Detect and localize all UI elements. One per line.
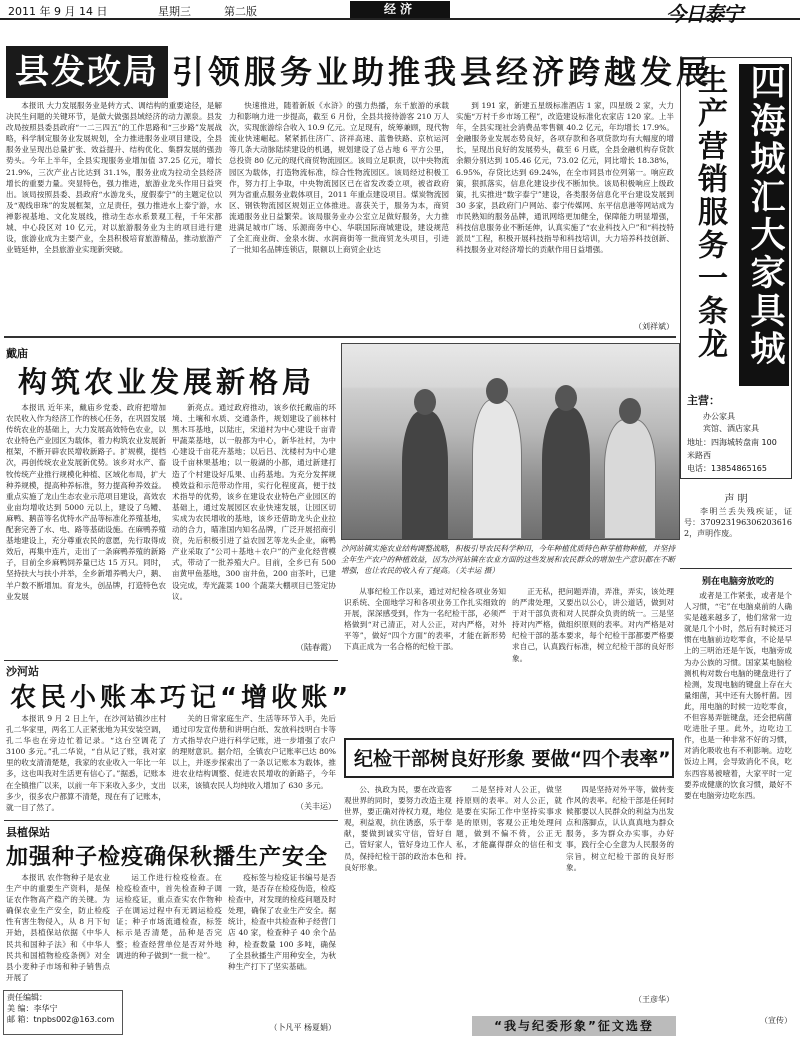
paragraph: 关的日常家庭生产、生活等环节入手，先后通过印发宣传册和讲明白纸、发放科技明白卡等方式指导农户进行科学记账，进一步增强了农户的理财意识。据介绍，全镇农户记账率已达 80%以上，并逐步探索出了一条以记账本为载体，推进农业结构调整、促进农民增收的新路子，今年以来，该镇农民人均纯收入增加了 630 多元。 <box>172 714 336 790</box>
declaration-body <box>684 506 792 564</box>
paragraph: 疫标签与检疫证书编号是否一致，是否存在检疫伪造，检疫检查中，对发现的检疫问题及时处理，确保了农业生产安全。据统计，检查中共检查种子经营门店 40 家，检查种子 40 余个品种，检查数量 100 多吨，确保了全县秋播生产用种安全，为秋种生产打下了坚实基础。 <box>228 873 336 971</box>
email-address: tnpbs002@163.com <box>33 1015 115 1024</box>
paragraph: 四是坚持对外平等，做转变作风的表率。纪检干部是任何时候都要以人民群众的利益为出发点和落脚点，认认真真地为群众服务，多为群众办实事，办好事，践行全心全意为人民服务的宗旨，树立纪检干部的良好形象。 <box>566 785 674 872</box>
paragraph: 运工作进行检疫检查。在检疫检查中，首先检查种子调运检疫证，重点查实农作物种子在调运过程中有无调运检疫证；种子市场流通检查，标签标示是否清楚，品种是否完整；检查经营单位是否对外地调进的种子做到“一批一检”。 <box>116 873 222 960</box>
photo-person <box>472 399 522 539</box>
ad-phone: 电话：13854865165 <box>687 464 767 473</box>
email-label: 邮 箱： <box>7 1015 34 1024</box>
paragraph: 公、执政为民，要在改造客观世界的同时，要努力改造主观世界，要正确对待权力观，地位观，利益观，抗住诱惑，乐于奉献，要做到诚实守信，管好自己，管好家人，管好身边工作人员，保持纪检干部的政治本色和良好形象。 <box>344 785 452 872</box>
paragraph: 本报讯 近年来，戴庙乡党委、政府把增加农民收入作为经济工作的核心任务，在巩固发展传统农业的基础上，大力发展高效特色农业，以农业特色产业园区为载体，着力构筑农业发展新框架，不断开辟农民增收新路子。扩规模，提档次，再创传统农业发展新优势。该乡对水产、畜牧传统产业推行规模化种植、区域化布局，扩大种养规模，提高种养标准，努力提高种养效益。重点实施了龙山生态农业示范项目建设，高效农业亩均增收达到 5000 元以上，建设了乌鳢、麻鸭、鹅苗等名优特水产品等标准化养殖基地，配套完善了水、电、路等基础设施。在麻鸭养殖基地建设上，充分尊重农民的意愿，先行取得成效后，再集中连片，走出了一条麻鸭养殖的新路子，目前全乡麻鸭饲养量已达 15 万只。同时，坚持扶大与扶小并举，全乡新增养鸭大户，鹅、羊户数不断增加。育龙头，创品牌，打造特色农业发展 <box>6 403 166 601</box>
ad-business-line: 宾馆、酒店家具 <box>703 424 759 433</box>
editor-line <box>7 992 119 1003</box>
layout-label: 美 编： <box>7 1004 34 1013</box>
seed-byline: （卜凡平 杨夏娟） <box>269 1023 336 1032</box>
paragraph: 本报讯 9 月 2 日上午，在沙河站镇沙庄村孔二华家里，两名工人正紧张地为其安装空调，孔二华也在旁边忙着记录。“这台空调花了 3100 多元。”孔二华说，“自从记了账，我对家里的收支清清楚楚，我家的农业收入一年比一年多，这也叫我对生活更有信心了。”据悉，记账本在全镇推广以来，以前一年下来收入多少，支出多少，很多农户都算不清楚，现在有了记账本，就一目了然了。 <box>6 714 166 812</box>
furniture-ad <box>680 57 792 479</box>
cadre-byline: （王彦华） <box>634 995 674 1004</box>
editor-label: 责任编辑： <box>7 993 47 1002</box>
cadre-series-tag: “我与纪委形象”征文选登 <box>472 1016 676 1036</box>
agri-col1 <box>6 402 166 657</box>
cadre-col5 <box>566 784 674 990</box>
cadre-col4 <box>456 784 562 1020</box>
section-divider <box>4 660 338 661</box>
section-divider <box>4 820 338 821</box>
lead-story-col2 <box>229 100 449 332</box>
issue-weekday: 星期三 <box>158 5 191 18</box>
paragraph: 本报讯 农作物种子是农业生产中的重要生产资料，是保证农作物高产稳产的关键。为确保农业生产安全，防止检疫性有害生物侵入，从 8 月下旬开始，县植保站依据《中华人民共和国种子法》和《中华人民共和国植物检疫条例》对全县小麦种子市场和种子销售点开展了 <box>6 873 110 982</box>
ad-service-slogan: 生产营销服务一条龙 <box>692 64 727 361</box>
layout-name: 李华宁 <box>33 1004 58 1013</box>
notice-title: 别在电脑旁放吃的 <box>701 577 774 587</box>
cadre-col1 <box>344 586 506 734</box>
ad-business-label: 主营： <box>687 394 720 407</box>
paragraph: 到 191 家，新建五星级标准酒店 1 家，四星级 2 家，大力实施“万村千乡市场工程”，改造建设标准化农家店 120 家。上半年，全县实现社会消费品零售额 40.2 亿元，年均增长 17.9%。金融服务业发展态势良好，各项存款和各项贷款均有大幅度的增长，呈现出良好的发展势头，截至 6 月底，全县金融机构存贷款余额分别达到 105.46 亿元，73.02 亿元，同比增长 18.38%，6.95%，存贷比达到 69.24%，在全市同县市位列第一。响应政策，狠抓落实，信息化建设步伐不断加快。该局积极响应上级政策，扎实推进“数字泰宁”建设，各类服务信息化平台建设发展到 30 多家，县政府门户网站、泰宁传媒网、东平信息港等网站成为市民熟知的服务品牌，通讯网络更加健全，保障能力明显增强，科技信息服务业不断延伸，认真实施了“农业科技入户”和“科技特派员”工程，积极开展科技指导和科技培训，大力培养科技创新、科技服务业对经济增长的贡献作用日益增强。 <box>456 101 674 255</box>
agri-title: 构筑农业发展新格局 <box>18 365 316 399</box>
lead-story-byline: （刘祥斌） <box>634 322 674 331</box>
lead-story-col1 <box>6 100 222 332</box>
photo-person <box>604 419 656 539</box>
section-tab: 经济 <box>350 1 450 18</box>
ledger-byline: （关丰运） <box>296 802 336 811</box>
notice-body <box>684 590 792 1010</box>
masthead-logo: 今日泰宁 <box>666 2 742 26</box>
agri-byline: （陆春霞） <box>296 643 336 652</box>
seed-col2 <box>116 872 222 1032</box>
seed-title: 加强种子检疫确保秋播生产安全 <box>6 845 329 870</box>
agri-col2 <box>172 402 336 642</box>
news-photo <box>341 343 680 540</box>
section-divider <box>4 336 676 338</box>
cadre-col3 <box>344 784 452 1020</box>
ad-address: 地址：四海城转盘南 100 米路西 <box>687 438 777 460</box>
paragraph: 快速推进，随着新版《水浒》的强力热播，东千旅游的承载力和影响力进一步提高，截至 6 月份，全县共接待游客 210 万人次，实现旅游综合收入 10.9 亿元。立足现有，统筹兼顾，现代物流业快速崛起。紧紧抓住济广、济祥高速、蓝鲁铁路、京杭运河等几条大动脉陆续建设的机遇，规划建设了总占地 6 平方公里，总投资 80 亿元的现代商贸物流园区。该局立足职责，以中央物流园区为载体，打造物流标准，综合性物流园区。该局经过积极工作，努力打上争取，中央物流园区已在省发改委立项，被省政府列为省重点服务业载体项目，2011 年重点建设项目。煤炭物流园区、钢铁物流园区规划正立体推进。喜获关于，服务为本，商贸流通服务业日益繁荣。该局服务业办公室立足做好服务，大力推进满足城市广场、乐源商务中心、华联国际商城建设，建设规范了全汇商业街、金泉水街、水润商街等一批商贸龙头项目，引进了一批知名品牌连锁店，限额以上商贸企业达 <box>229 101 449 255</box>
agri-kicker: 戴庙 <box>6 347 28 360</box>
ledger-title: 农民小账本巧记“增收账” <box>10 683 353 713</box>
side-divider <box>680 568 792 569</box>
email-line <box>7 1014 119 1025</box>
lead-story-label: 县发改局 <box>6 46 168 98</box>
paragraph: 或者是工作紧张，或者是个人习惯，“宅”在电脑桌前的人确实是越来越多了，他们常常一边就是几个小时，然后有时候还习惯在电脑前边吃零食，不论是早上的三明治还是午饭，电脑旁成为办公族的习惯。国家某电脑检测机构对数台电脑的键盘进行了检测，发现电脑的键盘上存在大量细菌，其中还有大肠杆菌。因此，用电脑的时候一边吃零食，不但容易弄脏键盘，还会把病菌吃进肚子里。此外，边吃边工作，也是一种非常不好的习惯，对消化吸收也有不利影响。边吃饭边上网，会导致消化不良，吃东西容易被噎着，大家平时一定要养成健康的饮食习惯，最好不要在电脑旁边吃东西。 <box>684 591 792 800</box>
photo-person <box>542 407 590 539</box>
paragraph: 从事纪检工作以来，通过对纪检各项业务知识系统、全面地学习和各项业务工作扎实细致的开展，深深感受到，作为一名纪检干部，必须严格做到“对己清正，对人公正，对内严格，对外平等”，做好“四个方面”的表率，才能在新形势下真正成为一名合格的纪检干部。 <box>344 587 506 652</box>
notice-byline: （宣传） <box>760 1016 792 1025</box>
seed-col3 <box>228 872 336 1018</box>
ledger-col1 <box>6 713 166 813</box>
paragraph: 正无私，把问题弄清，弄准，弄实，该处理的严肃处理，又要出以公心，讲公道话，做到对于对干部负责和对人民群众负责的统一。三是坚持对内严格，做组织原则的表率。对内严格是对纪检干部的基本要求，每个纪检干部都要严格要求自己，认真践行标准，树立纪检干部的良好形象。 <box>512 587 674 663</box>
ad-business-line: 办公家具 <box>703 412 735 421</box>
layout-line <box>7 1003 119 1014</box>
lead-story-col3 <box>456 100 674 320</box>
ledger-kicker: 沙河站 <box>6 665 39 678</box>
caption-text: 沙河站镇实施农业结构调整战略，积极引导农民科学种田，今年种植优质特色种芽植物种植，并坚持全年生产农户的种植效益，因为沙河站镇在农业方面的这些发展和农民群众的增加生产意识都在不断增强，也让农民的收入有了提高。 <box>341 544 676 575</box>
paragraph: 李明兰丢失残疾证，证号：370923196306203616 2，声明作废。 <box>684 507 792 539</box>
seed-col1 <box>6 872 110 984</box>
seed-kicker: 县植保站 <box>6 826 50 839</box>
ledger-col2 <box>172 713 336 801</box>
paragraph: 新亮点。通过政府推动，该乡依托戴庙的环境、土壤和水质、交通条件，规划建设了前林村黑木耳基地，以陆庄，宋道村为中心建设千亩青甲蔬菜基地，以一般都为中心，新华社村，为中心建设千亩花卉基地；以后吕、沈楼村为中心建设千亩林果基地；以一般湖的小都，通过新建打造了个村建设好瓜果、山药基地。为充分发挥规模效益和示范带动作用，实行化程度高，便于技术指导的优势，该乡在建设农业特色产业园区的基础上，通过发展园区农业快速发展，让园区切实成为农民增收的基地，该乡还借助龙头企业拉动的合力，瞄准国内知名品牌，广泛开展招商引资，先后积极引进了益农园艺等龙头企业，麻鸭产业采取了“公司＋基地＋农户”的产业化经营模式，带动了一批养殖大户。目前，全乡已有 500 亩黄甲鱼基地，300 亩井鱼，200 亩茶叶，已建设完成，寿光蔬菜 100 个蔬菜大棚项目已签定协议。 <box>172 403 336 601</box>
photo-byline: （关丰运 摄） <box>454 566 500 575</box>
ad-store-name: 四海城汇大家具城 <box>739 64 789 386</box>
issue-date: 2011 年 9 月 14 日 <box>8 5 108 18</box>
edition-number: 第二版 <box>224 5 257 18</box>
paragraph: 二是坚持对人公正，做坚持原则的表率。对人公正，就是要在实际工作中坚持实事求是的原则，客观公正地处理问题，做到不偏不倚，公正无私，才能赢得群众的信任和支持。 <box>456 785 562 861</box>
photo-person <box>402 411 448 539</box>
cadre-col2 <box>512 586 674 734</box>
paragraph: 本报讯 大力发展服务业是转方式、调结构的重要途径，是解决民生问题的关键环节，是做大做强县域经济的动力源泉。县发改局按照县委县政府“一二三四五”的工作思路和“三步路”发展战略，科学制定服务业发展规划，全力推进服务业项目建设，全县服务业呈现出总量扩张、效益提升、结构优化、集群发展的强劲势头。今年上半年，全县实现服务业增加值 37.25 亿元，增长 21.9%，三次产业占比达到 31.1%，服务业成为拉动全县经济增长的重要力量。突显特色，强力推进，旅游业龙头作用日益突出。该局按照县委、县政府“水游龙头，度假泰宁”的主题定位以及“观线串珠”的发展框架，立足责任，强力推进水上泰宁游，水禅影视基地、文化发展线，推动生态水系景观工程，千年宋都城、中心段区对 10 亿元，对以旅游服务业为主的项目进行建设，旅游业成为主要产业，全县积极培育旅游精品，推动旅游产业链延伸，全县旅游业实现新突破。 <box>6 101 222 255</box>
photo-caption <box>341 543 680 576</box>
editor-box <box>3 990 123 1035</box>
lead-story-title: 引领服务业助推我县经济跨越发展 <box>172 53 713 91</box>
declaration-title: 声 明 <box>724 494 748 505</box>
cadre-title: 纪检干部树良好形象 要做“四个表率” <box>354 748 671 770</box>
